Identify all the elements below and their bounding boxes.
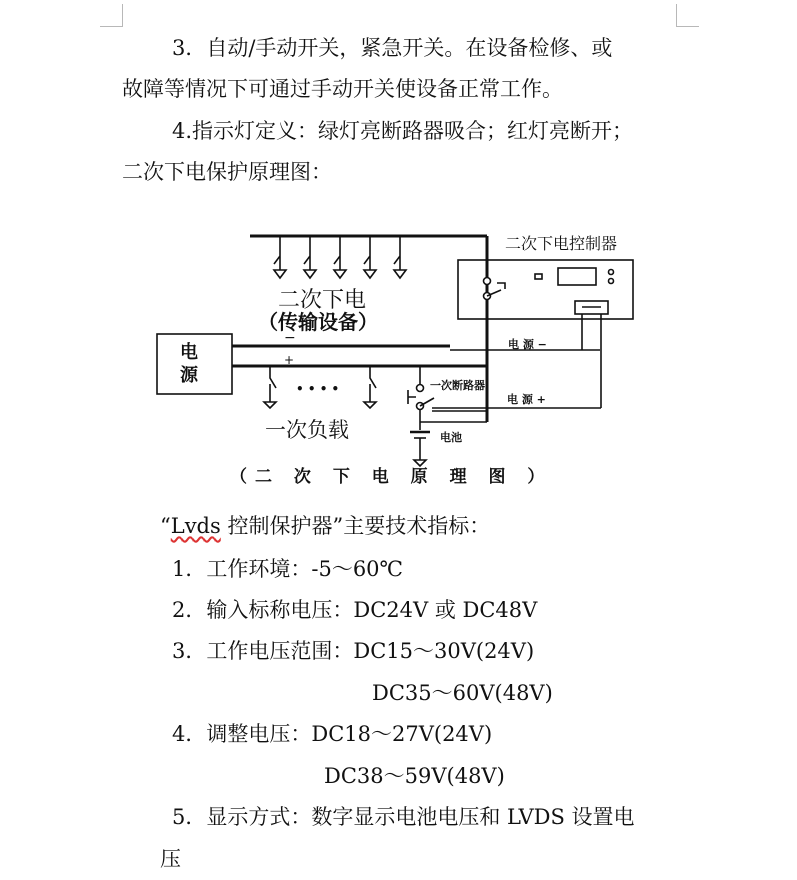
diagram-caption: （二 次 下 电 原 理 图 ）: [230, 467, 553, 487]
battery-label: 电池: [440, 431, 462, 444]
specs-title-rest: 控制保护器”主要技术指标：: [220, 514, 491, 538]
breaker-label: 一次断路器: [430, 379, 485, 392]
spec-item-5: 5．显示方式：数字显示电池电压和 LVDS 设置电: [172, 805, 635, 829]
power-source-char-2: 源: [180, 365, 198, 386]
power-source-char-1: 电: [180, 342, 198, 363]
power-minus-label: 电 源 −: [508, 338, 547, 351]
paragraph-diagram-intro: 二次下电保护原理图：: [122, 160, 332, 184]
spec-item-3: 3．工作电压范围：DC15～30V(24V): [172, 639, 535, 663]
spec-item-4-cont: DC38～59V(48V): [324, 764, 505, 788]
paragraph-switches-cont: 故障等情况下可通过手动开关使设备正常工作。: [122, 77, 563, 101]
spec-item-5-cont: 压: [160, 847, 181, 871]
spec-item-4: 4．调整电压：DC18～27V(24V): [172, 722, 493, 746]
load-sublabel: （传输设备）: [258, 310, 378, 334]
spec-item-2: 2．输入标称电压：DC24V 或 DC48V: [172, 598, 538, 622]
plus-sign: +: [284, 353, 295, 367]
specs-title: [160, 513, 490, 539]
paragraph-switches: 3．自动/手动开关，紧急开关。在设备检修、或: [172, 36, 613, 60]
primary-load-label: 一次负载: [265, 418, 349, 442]
spec-item-1: 1．工作环境：-5～60℃: [172, 557, 404, 581]
power-plus-label: 电 源 +: [507, 393, 546, 406]
specs-title-lvds: Lvds: [170, 514, 221, 538]
spec-item-3-cont: DC35～60V(48V): [372, 681, 553, 705]
specs-title-prefix: “: [160, 514, 171, 538]
load-label: 二次下电: [278, 288, 367, 313]
load-taps: [274, 236, 406, 278]
paragraph-indicator: 4.指示灯定义：绿灯亮断路器吸合；红灯亮断开；: [172, 119, 634, 143]
ellipsis-dots: • • • •: [296, 382, 340, 396]
minus-sign: −: [284, 330, 296, 346]
controller-title: 二次下电控制器: [505, 234, 618, 253]
